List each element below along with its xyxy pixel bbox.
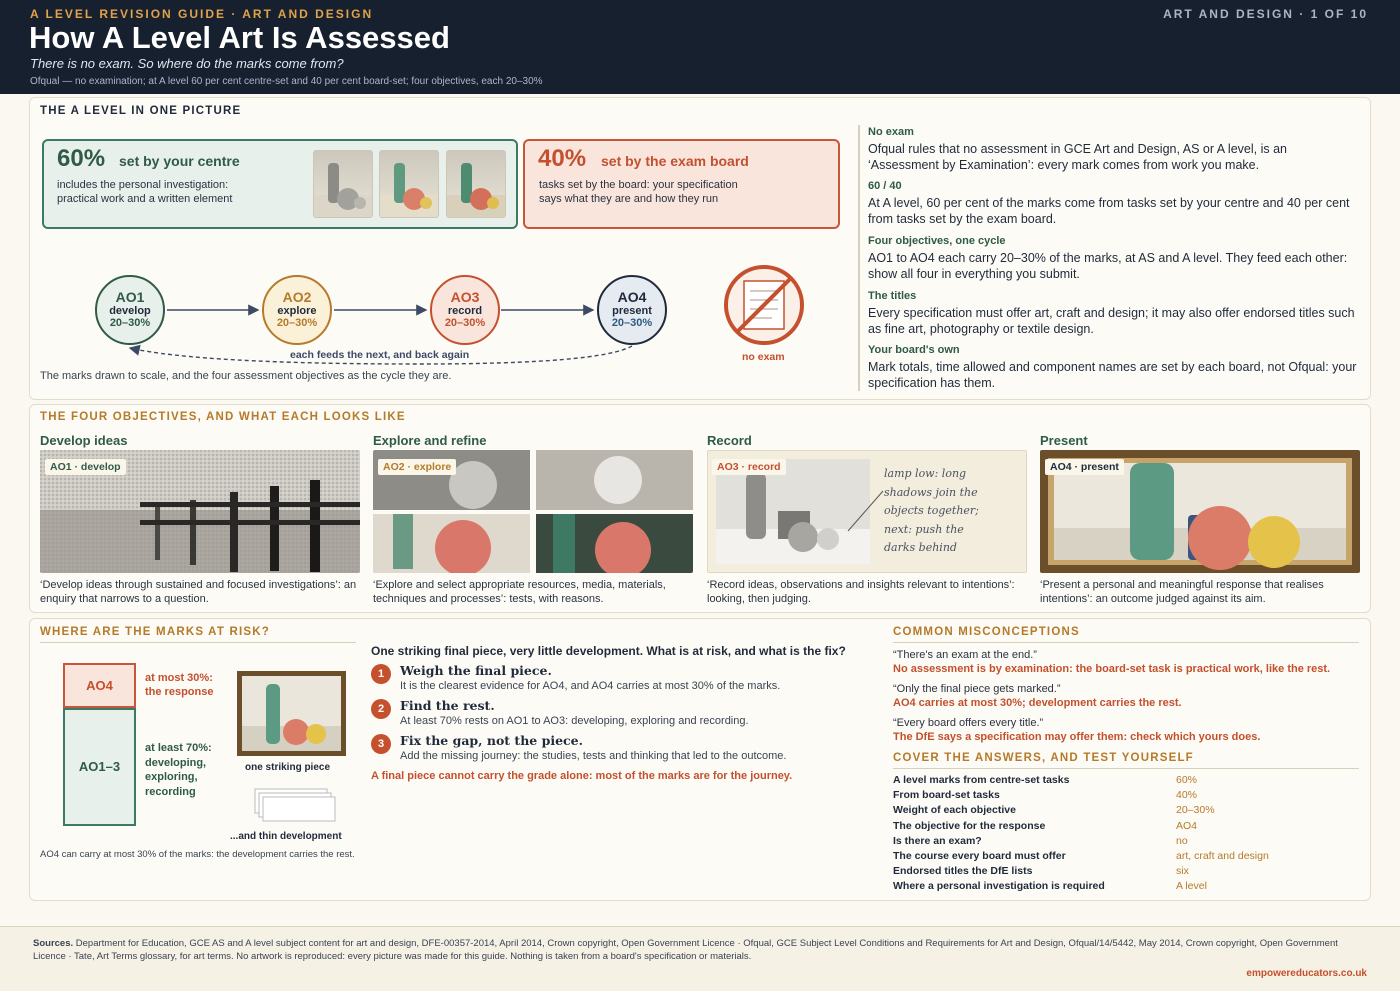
quiz-heading: COVER THE ANSWERS, AND TEST YOURSELF (893, 752, 1194, 764)
ao4-node (597, 275, 667, 345)
myth-3-answer: The DfE says a specification may offer them: check which yours does. (893, 731, 1261, 743)
record-caption: ‘Record ideas, observations and insights relevant to intentions’: looking, then judging. (707, 579, 1015, 605)
develop-heading: Develop ideas (40, 433, 128, 448)
myth-1-answer: No assessment is by examination: the board-set task is practical work, like the rest. (893, 663, 1331, 675)
ao4-tag: AO4 · present (1045, 459, 1124, 475)
centre-desc-2: practical work and a written element (57, 193, 233, 205)
misconceptions-rule (893, 642, 1359, 643)
board-pct: 40% (538, 145, 587, 172)
page-footer (0, 926, 1400, 991)
fact-text-board: Mark totals, time allowed and component names are set by each board, not Ofqual: your specification has them. (868, 360, 1357, 390)
fact-head-60-40: 60 / 40 (868, 180, 902, 192)
ao2-tag: AO2 · explore (378, 459, 456, 475)
step-3-head: Fix the gap, not the piece. (400, 733, 583, 748)
ao1-verb: develop (109, 305, 151, 317)
quiz-answer: no (1176, 834, 1188, 847)
quiz-answer: A level (1176, 880, 1207, 893)
ao2-code: AO2 (282, 289, 312, 305)
explore-caption: ‘Explore and select appropriate resources, media, materials, techniques and processes’: tests, with reasons. (373, 579, 666, 605)
step-1-head: Weigh the final piece. (400, 663, 552, 678)
objectives-heading: THE FOUR OBJECTIVES, AND WHAT EACH LOOKS LIKE (40, 411, 406, 423)
facts-divider (858, 125, 860, 391)
board-label: set by the exam board (601, 153, 749, 169)
board-desc-1: tasks set by the board: your specification (539, 179, 738, 191)
misconceptions-heading: COMMON MISCONCEPTIONS (893, 626, 1080, 638)
step-2-head: Find the rest. (400, 698, 495, 713)
centre-desc-1: includes the personal investigation: (57, 179, 229, 191)
ao3-weight: 20–30% (444, 317, 486, 329)
fact-text-objectives: AO1 to AO4 each carry 20–30% of the marks, at AS and A level. They feed each other: show all four in everything you submit. (868, 251, 1348, 281)
striking-piece-picture (237, 671, 346, 756)
marks-bar (63, 663, 136, 826)
page-subtitle: There is no exam. So where do the marks come from? (30, 56, 344, 71)
myth-2-answer: AO4 carries at most 30%; development carries the rest. (893, 697, 1182, 709)
sources-body: Department for Education, GCE AS and A level subject content for art and design, DFE-00357-2014, April 2014, Crown copyright, Open Government Licence · Ofqual, GCE Subject Level Conditions and Requirements for Art and Design, Ofqual/14/5442, May 2014, Crown copyright, Open Government Licence · Tate, Art Terms glossary, for art terms. No artwork is reproduced: every picture was made for this guide. Nothing is taken from a board's specification or materials. (33, 938, 1338, 962)
ao2-verb: explore (277, 305, 317, 317)
sources-text (33, 937, 1373, 963)
quiz-question: Where a personal investigation is required (893, 880, 1105, 893)
quiz-row (893, 835, 1359, 850)
page-marker: ART AND DESIGN · 1 OF 10 (1163, 7, 1368, 21)
cycle-label: each feeds the next, and back again (290, 349, 470, 361)
quiz-question: The course every board must offer (893, 850, 1066, 862)
myth-2: “Only the final piece gets marked.” (893, 683, 1061, 695)
quiz-question: Is there an exam? (893, 834, 982, 847)
quiz-answer: 40% (1176, 789, 1198, 802)
fact-text-60-40: At A level, 60 per cent of the marks come from tasks set by your centre and 40 per cent from tasks set by the exam board. (868, 196, 1350, 226)
quiz-answer: six (1176, 865, 1189, 878)
risk-conclusion: A final piece cannot carry the grade alone: most of the marks are for the journey. (371, 770, 793, 782)
scenario-question: One striking final piece, very little development. What is at risk, and what is the fix? (371, 644, 846, 658)
ao3-node (430, 275, 500, 345)
quiz-question: The objective for the response (893, 819, 1046, 832)
ao2-node (262, 275, 332, 345)
quiz-question: Endorsed titles the DfE lists (893, 865, 1033, 878)
step-3-text: Add the missing journey: the studies, tests and thinking that led to the outcome. (400, 750, 787, 762)
ao3-code: AO3 (450, 289, 480, 305)
header-note: Ofqual — no examination; at A level 60 per cent centre-set and 40 per cent board-set; four objectives, each 20–30% (30, 76, 543, 87)
centre-pct: 60% (57, 145, 106, 172)
overview-caption: The marks drawn to scale, and the four assessment objectives as the cycle they are. (40, 370, 452, 382)
site-link[interactable]: empowereducators.co.uk (1246, 968, 1367, 979)
fact-head-titles: The titles (868, 290, 917, 302)
quiz-row (893, 774, 1359, 789)
ao13-segment-label: AO1–3 (78, 759, 121, 774)
quiz-answer: art, craft and design (1176, 850, 1269, 862)
present-heading: Present (1040, 433, 1088, 448)
develop-caption: ‘Develop ideas through sustained and focused investigations’: an enquiry that narrows to a question. (40, 579, 357, 605)
present-caption: ‘Present a personal and meaningful response that realises intentions’: an outcome judged against its aim. (1040, 579, 1324, 605)
ao1-tag: AO1 · develop (45, 459, 126, 475)
fact-head-board: Your board's own (868, 344, 960, 356)
quiz-row (893, 804, 1359, 819)
ao13-share-text: at least 70%: developing, exploring, recording (145, 742, 212, 798)
ao3-verb: record (447, 305, 483, 317)
risk-heading: WHERE ARE THE MARKS AT RISK? (40, 626, 270, 638)
ao2-weight: 20–30% (276, 317, 318, 329)
quiz-row (893, 865, 1359, 880)
header-kicker: A LEVEL REVISION GUIDE · ART AND DESIGN (30, 7, 374, 21)
ao4-code: AO4 (617, 289, 647, 305)
centre-label: set by your centre (119, 153, 240, 169)
page-title: How A Level Art Is Assessed (29, 20, 450, 55)
ao4-segment-label: AO4 (86, 677, 113, 693)
fact-head-objectives: Four objectives, one cycle (868, 235, 1006, 247)
myth-3: “Every board offers every title.” (893, 717, 1044, 729)
quiz-rule (893, 768, 1359, 769)
ao1-code: AO1 (115, 289, 145, 305)
quiz-row (893, 820, 1359, 835)
step-2-text: At least 70% rests on AO1 to AO3: developing, exploring and recording. (400, 715, 749, 727)
quiz-question: A level marks from centre-set tasks (893, 774, 1070, 786)
sources-label: Sources. (33, 938, 74, 949)
striking-piece-label: one striking piece (245, 762, 331, 773)
ao1-node (95, 275, 165, 345)
step-3-number: 3 (371, 734, 391, 754)
quiz-row (893, 850, 1359, 865)
thin-pages-icon (253, 787, 339, 827)
overview-heading: THE A LEVEL IN ONE PICTURE (40, 105, 242, 117)
quiz-row (893, 789, 1359, 804)
thin-development-label: ...and thin development (230, 831, 342, 842)
board-desc-2: says what they are and how they run (539, 193, 719, 205)
fact-head-no-exam: No exam (868, 126, 914, 138)
record-annotation: lamp low: long shadows join the objects together; next: push the darks behind (884, 467, 979, 554)
risk-heading-rule (40, 642, 356, 643)
quiz-question: From board-set tasks (893, 789, 1000, 802)
myth-1: “There's an exam at the end.” (893, 649, 1037, 661)
quiz-row (893, 880, 1359, 895)
no-exam-label: no exam (742, 351, 785, 363)
quiz-question: Weight of each objective (893, 804, 1016, 817)
ao4-verb: present (612, 305, 652, 317)
quiz-answer: 60% (1176, 774, 1198, 786)
step-2-number: 2 (371, 699, 391, 719)
quiz-answer: 20–30% (1176, 804, 1215, 817)
risk-caption: AO4 can carry at most 30% of the marks: the development carries the rest. (40, 849, 355, 860)
explore-heading: Explore and refine (373, 433, 487, 448)
quiz-answer: AO4 (1176, 819, 1198, 832)
fact-text-no-exam: Ofqual rules that no assessment in GCE Art and Design, AS or A level, is an ‘Assessment by Examination’: every mark comes from work you make. (868, 142, 1287, 172)
record-heading: Record (707, 433, 752, 448)
step-1-text: It is the clearest evidence for AO4, and AO4 carries at most 30% of the marks. (400, 680, 781, 692)
step-1-number: 1 (371, 664, 391, 684)
ao1-weight: 20–30% (109, 317, 151, 329)
fact-text-titles: Every specification must offer art, craft and design; it may also offer endorsed titles such as fine art, photography or textile design. (868, 306, 1355, 336)
ao3-tag: AO3 · record (712, 459, 786, 475)
ao4-share-text: at most 30%: the response (145, 672, 214, 698)
ao4-weight: 20–30% (611, 317, 653, 329)
